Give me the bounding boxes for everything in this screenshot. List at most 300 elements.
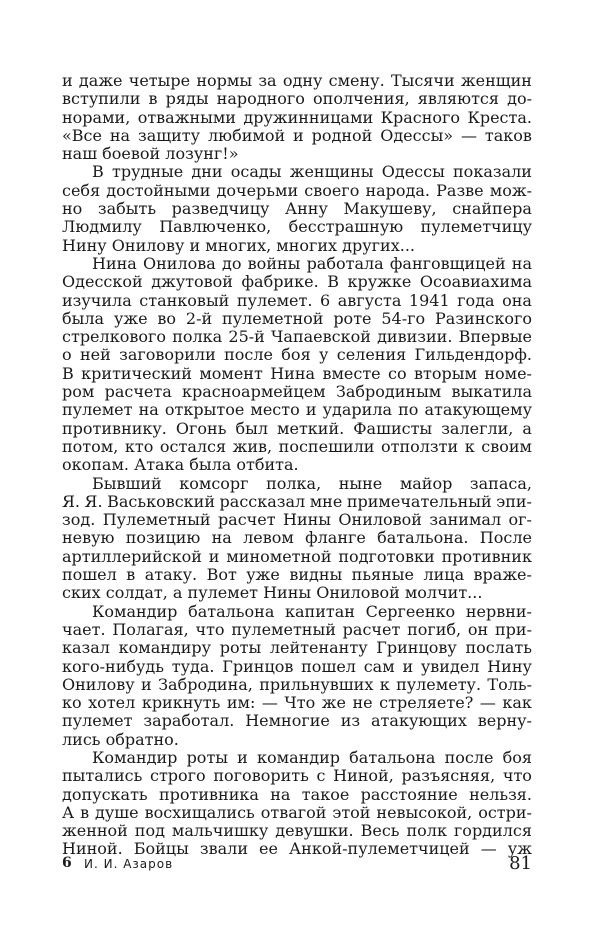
word: Фашисты (353, 418, 433, 438)
line-text: окопам. Атака была отбита. (62, 455, 299, 475)
word: противнику. (62, 418, 167, 438)
word: гордился (453, 821, 532, 841)
word: что (502, 766, 532, 786)
word: женщин (460, 71, 532, 90)
word: Пулеметный (102, 510, 211, 530)
word: был (235, 418, 268, 438)
word: подготовки (338, 546, 435, 566)
word: вместе (322, 363, 381, 383)
word: прильнувших (259, 674, 374, 694)
text-line (62, 127, 532, 145)
word: на (109, 125, 131, 145)
word: пошел (301, 656, 356, 676)
word: — (480, 839, 497, 859)
word: чает. (62, 619, 106, 639)
word: командир (256, 747, 341, 767)
word: как (502, 693, 532, 713)
word: она (502, 290, 532, 310)
word: полка (172, 327, 223, 347)
word: батальона (188, 601, 275, 621)
word: по (398, 400, 419, 420)
word: Анну (285, 199, 328, 219)
word: кружке (347, 272, 412, 292)
text-line (62, 72, 532, 90)
word: потом, (62, 436, 119, 456)
word: в (126, 565, 136, 585)
word: во (157, 308, 177, 328)
word: Онилова (143, 253, 216, 273)
word: расчета (104, 382, 172, 402)
word: батальона (349, 747, 436, 767)
text-line (62, 200, 532, 218)
word: атакующих (371, 711, 467, 731)
word: Забродина, (158, 674, 253, 694)
word: пулемету. (396, 674, 482, 694)
word: до- (507, 89, 532, 109)
word: родной (311, 125, 373, 145)
word: строго (149, 766, 206, 786)
word: выкатила (451, 382, 532, 402)
word: Осоавиахима (419, 272, 532, 292)
word: сам (363, 656, 395, 676)
word: примечательный (346, 491, 492, 511)
word: Людмилу (62, 217, 142, 237)
word: за (258, 71, 277, 90)
word: Ниной, (333, 766, 394, 786)
text-line (62, 273, 532, 291)
word: противника (158, 784, 259, 804)
word: такое (301, 784, 350, 804)
word: Одесской (62, 272, 143, 292)
text-line (62, 401, 532, 419)
word: 6 (319, 290, 331, 310)
word: под (134, 821, 165, 841)
word: дни (191, 162, 223, 182)
author-name: И. И. Азаров (84, 857, 174, 871)
text-line (62, 584, 532, 602)
word: показали (453, 162, 532, 182)
word: ныне (338, 473, 383, 493)
text-line (62, 255, 532, 273)
word: Гринцов (222, 656, 294, 676)
word: невысокой, (376, 802, 473, 822)
word: ог- (508, 510, 532, 530)
text-line (62, 145, 532, 163)
word: Полагая, (112, 619, 189, 639)
word: Анкой-пулеметчицей (289, 839, 470, 859)
word: со (388, 363, 407, 383)
word: залегли, (441, 418, 514, 438)
word: занимал (429, 510, 502, 530)
text-line (62, 603, 532, 621)
text-line (62, 676, 532, 694)
word: Нина (270, 363, 316, 383)
text-line (62, 511, 532, 529)
word: капитан (285, 601, 355, 621)
word: атаку. (144, 565, 198, 585)
word: видны (289, 565, 343, 585)
word: минометной (226, 546, 332, 566)
word: момент (199, 363, 263, 383)
word: Бывший (92, 473, 162, 493)
word: на (211, 528, 232, 548)
word: стрелкового (62, 327, 166, 347)
text-line (62, 346, 532, 364)
word: хотел (88, 693, 136, 713)
word: верну- (477, 711, 532, 731)
word: на (270, 784, 291, 804)
word: дружинницами (243, 107, 374, 127)
word: же (321, 693, 346, 713)
word: поговорить (213, 766, 309, 786)
text-line (62, 365, 532, 383)
word: эпи- (496, 491, 532, 511)
page-body (62, 72, 532, 859)
word: до (222, 253, 242, 273)
line-text: Нину Онилову и многих, многих других... (62, 235, 415, 255)
word: В (327, 272, 339, 292)
word: Гринцову (376, 638, 457, 658)
word: майор (399, 473, 453, 493)
word: своего (304, 180, 360, 200)
word: что (195, 619, 225, 639)
text-line (62, 218, 532, 236)
word: После (479, 528, 532, 548)
word: противник (441, 546, 532, 566)
word: казал (62, 638, 110, 658)
word: — (461, 125, 477, 145)
word: увидел (420, 656, 480, 676)
word: зод. (62, 510, 96, 530)
word: расчет (342, 619, 401, 639)
word: расчет (217, 510, 276, 530)
word: работала (306, 253, 384, 273)
word: крикнуть (141, 693, 221, 713)
word: пулемет. (236, 290, 313, 310)
word: полк (406, 821, 447, 841)
word: А (62, 802, 75, 822)
text-line (62, 731, 532, 749)
word: при- (495, 619, 532, 639)
word: Толь- (487, 674, 532, 694)
word: о (62, 345, 72, 365)
word: стреляете? (379, 693, 474, 713)
word: рассказал (219, 491, 306, 511)
word: Тысячи (390, 71, 455, 90)
word: одну (282, 71, 323, 90)
word: «Все (62, 125, 102, 145)
word: на (138, 400, 159, 420)
word: боя (281, 345, 311, 365)
word: ополчения, (313, 89, 410, 109)
word: ударила (322, 400, 393, 420)
word: Я. (62, 491, 81, 511)
text-line (62, 163, 532, 181)
word: Бойцы (133, 839, 189, 859)
word: и (402, 656, 414, 676)
word: фанговщицей (389, 253, 506, 273)
word: отвагой (260, 802, 327, 822)
word: Красного (380, 107, 461, 127)
word: к (379, 674, 390, 694)
word: народа. (365, 180, 431, 200)
word: позицию (125, 528, 201, 548)
word: нервни- (465, 601, 532, 621)
word: фабрике. (241, 272, 319, 292)
word: полка, (266, 473, 322, 493)
text-line (62, 310, 532, 328)
word: вступили (62, 89, 141, 109)
word: являются (417, 89, 499, 109)
word: джутовой (151, 272, 233, 292)
word: себя (62, 180, 101, 200)
text-line (62, 767, 532, 785)
word: и (141, 674, 152, 694)
word: даже (78, 71, 123, 90)
word: пытались (62, 766, 143, 786)
word: Немногие (245, 711, 330, 731)
word: вторым (414, 363, 477, 383)
word: Сергеенко (365, 601, 456, 621)
text-line (62, 328, 532, 346)
word: расстояние (360, 784, 458, 804)
word: в (148, 89, 158, 109)
word: 2-й (185, 308, 213, 328)
word: Командир (92, 747, 178, 767)
word: — (261, 693, 278, 713)
page-number: 81 (509, 853, 532, 874)
word: остри- (478, 802, 532, 822)
word: открытое (164, 400, 245, 420)
word: послать (465, 638, 532, 658)
word: В (92, 162, 104, 182)
word: селения (336, 345, 407, 365)
word: Павлюченко, (159, 217, 272, 237)
word: Вот (206, 565, 237, 585)
text-line (62, 475, 532, 493)
text-line (62, 786, 532, 804)
word: августа (337, 290, 402, 310)
word: восхищались (144, 802, 255, 822)
word: Одессы» (380, 125, 454, 145)
word: пошел (62, 565, 117, 585)
word: Что (284, 693, 316, 713)
word: поспешили (278, 436, 375, 456)
word: женной (62, 821, 128, 841)
word: батальона. (377, 528, 469, 548)
word: левом (243, 528, 294, 548)
word: Весь (360, 821, 400, 841)
word: норами, (62, 107, 131, 127)
text-line (62, 804, 532, 822)
word: в (80, 802, 90, 822)
word: пулемет (62, 711, 133, 731)
word: ряды (165, 89, 209, 109)
word: уж (507, 839, 532, 859)
word: Разве (436, 180, 484, 200)
word: достойными (106, 180, 211, 200)
text-line (62, 621, 532, 639)
word: Огонь (175, 418, 227, 438)
word: после (444, 747, 494, 767)
text-line (62, 548, 532, 566)
word: красноармейцем (182, 382, 326, 402)
word: и (305, 400, 317, 420)
text-line (62, 749, 532, 767)
word: лица (423, 565, 465, 585)
word: Креста. (467, 107, 532, 127)
word: мальчишку (171, 821, 269, 841)
word: года (457, 290, 495, 310)
word: четыре (128, 71, 191, 90)
word: ней (79, 345, 111, 365)
text-line (62, 566, 532, 584)
word: а (522, 418, 532, 438)
word: жив, (232, 436, 273, 456)
word: но (62, 199, 83, 219)
word: остался (159, 436, 227, 456)
word: трудные (111, 162, 184, 182)
word: Разинского (435, 308, 532, 328)
word: ром (62, 382, 95, 402)
word: кого-нибудь (62, 656, 164, 676)
text-line (62, 109, 532, 127)
word: народного (216, 89, 305, 109)
word: изучила (62, 290, 132, 310)
word: Ниной. (62, 839, 123, 859)
word: из (340, 711, 361, 731)
word: и (293, 125, 304, 145)
word: роты (186, 747, 229, 767)
word: комсорг (179, 473, 249, 493)
word: и (208, 546, 220, 566)
word: осады (230, 162, 282, 182)
line-text: ских солдат, а пулемет Нины Ониловой молчит... (62, 583, 483, 603)
word: 1941 (408, 290, 450, 310)
word: защиту (138, 125, 201, 145)
word: и (62, 71, 73, 90)
word: женщины (289, 162, 374, 182)
text-line (62, 712, 532, 730)
word: Нину (487, 656, 532, 676)
text-line (62, 529, 532, 547)
word: войны (247, 253, 301, 273)
word: Макушеву, (343, 199, 437, 219)
word: кто (124, 436, 154, 456)
word: Одессы (381, 162, 445, 182)
word: разведчицу (171, 199, 270, 219)
word: заговорили (119, 345, 216, 365)
word: место (250, 400, 300, 420)
word: бесстрашную (288, 217, 404, 237)
word: дочерьми (216, 180, 299, 200)
word: враже- (473, 565, 532, 585)
word: была (62, 308, 105, 328)
word: Гильдендорф. (414, 345, 532, 365)
word: Я. (84, 491, 103, 511)
word: заработал. (143, 711, 235, 731)
word: таков (484, 125, 532, 145)
word: номе- (484, 363, 532, 383)
word: Чапаевской (271, 327, 371, 347)
word: уже (246, 565, 280, 585)
word: мож- (489, 180, 532, 200)
text-line (62, 493, 532, 511)
word: погиб, (407, 619, 462, 639)
word: меткий. (277, 418, 345, 438)
word: пулеметной (222, 308, 324, 328)
word: ко (62, 693, 82, 713)
text-line (62, 694, 532, 712)
text-line (62, 639, 532, 657)
word: отважными (137, 107, 236, 127)
word: 25-й (228, 327, 265, 347)
word: — (479, 693, 496, 713)
word: ее (259, 839, 278, 859)
word: Нина (92, 253, 137, 273)
word: Впервые (458, 327, 532, 347)
word: станковый (139, 290, 230, 310)
word: смену. (328, 71, 385, 90)
word: командиру (118, 638, 212, 658)
word: и (237, 747, 248, 767)
word: разъясняя, (401, 766, 496, 786)
word: невую (62, 528, 115, 548)
text-line (62, 658, 532, 676)
word: девушки. (275, 821, 354, 841)
text-line (62, 438, 532, 456)
word: не (352, 693, 373, 713)
word: пулеметчицу (420, 217, 532, 237)
word: отползти (380, 436, 459, 456)
line-text: наш боевой лозунг!» (62, 144, 239, 164)
word: роты (219, 638, 262, 658)
word: атакующему (424, 400, 532, 420)
word: Онилову (62, 674, 135, 694)
word: забыть (97, 199, 157, 219)
word: туда. (171, 656, 215, 676)
word: звали (199, 839, 248, 859)
word: Ониловой (338, 510, 422, 530)
word: им: (226, 693, 256, 713)
word: своим (481, 436, 532, 456)
word: критический (81, 363, 192, 383)
text-line (62, 456, 532, 474)
text-line (62, 90, 532, 108)
word: уже (113, 308, 148, 328)
word: Забродиным (335, 382, 442, 402)
word: пулемет (62, 400, 133, 420)
page-footer (62, 853, 532, 877)
word: допускать (62, 784, 148, 804)
text-line (62, 292, 532, 310)
word: Васьковский (107, 491, 215, 511)
word: нельзя. (469, 784, 532, 804)
text-line (62, 420, 532, 438)
word: роте (333, 308, 372, 328)
word: на (511, 253, 532, 273)
word: лейтенанту (269, 638, 368, 658)
word: Командир (92, 601, 178, 621)
word: В (62, 363, 74, 383)
word: мне (309, 491, 343, 511)
word: после (224, 345, 273, 365)
word: с (316, 766, 326, 786)
signature-mark: 6 (62, 855, 72, 871)
text-line (62, 822, 532, 840)
word: у (318, 345, 329, 365)
word: артиллерийской (62, 546, 202, 566)
